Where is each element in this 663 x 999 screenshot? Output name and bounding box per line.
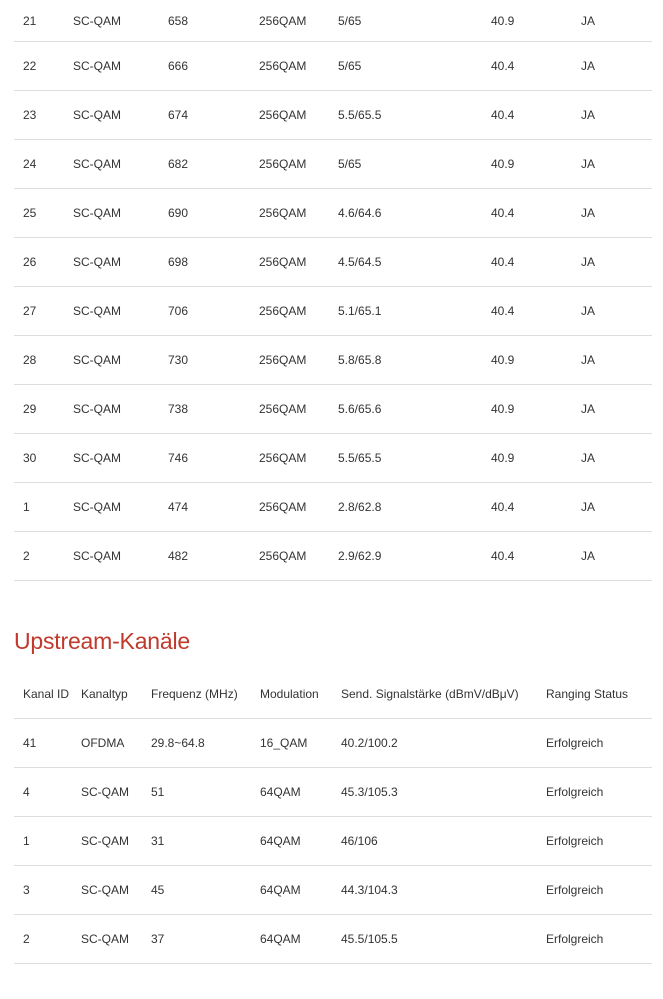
channel-id-cell: 3 (14, 866, 81, 915)
frequency-cell: 474 (168, 483, 259, 532)
modulation-cell: 256QAM (259, 483, 338, 532)
signal-strength-cell: 45.3/105.3 (341, 768, 546, 817)
downstream-table-row (14, 140, 652, 189)
frequency-cell: 31 (151, 817, 260, 866)
power-cell: 40.4 (491, 287, 581, 336)
lock-status-cell: JA (581, 483, 652, 532)
upstream-table-row (14, 719, 652, 768)
power-cell: 40.9 (491, 336, 581, 385)
lock-status-cell: JA (581, 287, 652, 336)
snr-cell: 5.5/65.5 (338, 91, 491, 140)
modulation-cell: 256QAM (259, 42, 338, 91)
modulation-cell: 256QAM (259, 238, 338, 287)
channel-id-cell: 2 (14, 915, 81, 964)
modulation-cell: 64QAM (260, 866, 341, 915)
channel-type-cell: SC-QAM (73, 385, 168, 434)
channel-type-cell: SC-QAM (73, 238, 168, 287)
modulation-cell: 256QAM (259, 434, 338, 483)
signal-strength-cell: 40.2/100.2 (341, 719, 546, 768)
channel-id-cell: 1 (14, 817, 81, 866)
channel-id-cell: 26 (14, 238, 73, 287)
lock-status-cell: JA (581, 385, 652, 434)
power-cell: 40.4 (491, 483, 581, 532)
downstream-table-row (14, 91, 652, 140)
upstream-table-row (14, 817, 652, 866)
power-cell: 40.4 (491, 532, 581, 581)
downstream-table-row (14, 189, 652, 238)
modulation-cell: 256QAM (259, 336, 338, 385)
ranging-status-cell: Erfolgreich (546, 915, 652, 964)
channel-id-cell: 23 (14, 91, 73, 140)
channel-id-cell: 28 (14, 336, 73, 385)
downstream-table-row (14, 434, 652, 483)
channel-id-cell: 21 (14, 0, 73, 42)
channel-id-cell: 30 (14, 434, 73, 483)
ranging-status-cell: Erfolgreich (546, 719, 652, 768)
channel-type-cell: SC-QAM (81, 768, 151, 817)
power-cell: 40.9 (491, 0, 581, 42)
channel-type-cell: SC-QAM (73, 532, 168, 581)
frequency-cell: 682 (168, 140, 259, 189)
column-header-kanaltyp: Kanaltyp (81, 670, 151, 719)
downstream-table-container (14, 0, 652, 581)
frequency-cell: 658 (168, 0, 259, 42)
snr-cell: 5.5/65.5 (338, 434, 491, 483)
signal-strength-cell: 44.3/104.3 (341, 866, 546, 915)
lock-status-cell: JA (581, 140, 652, 189)
frequency-cell: 482 (168, 532, 259, 581)
power-cell: 40.9 (491, 434, 581, 483)
snr-cell: 2.8/62.8 (338, 483, 491, 532)
upstream-header-row (14, 670, 652, 719)
frequency-cell: 738 (168, 385, 259, 434)
frequency-cell: 674 (168, 91, 259, 140)
downstream-channel-table (14, 0, 652, 581)
channel-id-cell: 1 (14, 483, 73, 532)
channel-type-cell: SC-QAM (73, 483, 168, 532)
channel-type-cell: SC-QAM (73, 140, 168, 189)
column-header-ranging-status: Ranging Status (546, 670, 652, 719)
channel-type-cell: SC-QAM (73, 0, 168, 42)
frequency-cell: 51 (151, 768, 260, 817)
channel-type-cell: SC-QAM (73, 287, 168, 336)
power-cell: 40.9 (491, 385, 581, 434)
channel-id-cell: 22 (14, 42, 73, 91)
modulation-cell: 256QAM (259, 189, 338, 238)
signal-strength-cell: 46/106 (341, 817, 546, 866)
upstream-table-container (14, 670, 652, 964)
modulation-cell: 16_QAM (260, 719, 341, 768)
lock-status-cell: JA (581, 42, 652, 91)
channel-id-cell: 4 (14, 768, 81, 817)
channel-id-cell: 27 (14, 287, 73, 336)
channel-type-cell: SC-QAM (81, 915, 151, 964)
column-header-modulation: Modulation (260, 670, 341, 719)
frequency-cell: 45 (151, 866, 260, 915)
channel-type-cell: SC-QAM (73, 42, 168, 91)
channel-id-cell: 2 (14, 532, 73, 581)
snr-cell: 5/65 (338, 42, 491, 91)
power-cell: 40.4 (491, 238, 581, 287)
ranging-status-cell: Erfolgreich (546, 817, 652, 866)
downstream-table-row (14, 385, 652, 434)
frequency-cell: 37 (151, 915, 260, 964)
modulation-cell: 64QAM (260, 915, 341, 964)
column-header-kanal-id: Kanal ID (14, 670, 81, 719)
snr-cell: 5.8/65.8 (338, 336, 491, 385)
channel-type-cell: SC-QAM (81, 817, 151, 866)
snr-cell: 5/65 (338, 140, 491, 189)
upstream-table-row (14, 768, 652, 817)
lock-status-cell: JA (581, 91, 652, 140)
frequency-cell: 706 (168, 287, 259, 336)
modulation-cell: 64QAM (260, 817, 341, 866)
channel-id-cell: 25 (14, 189, 73, 238)
frequency-cell: 730 (168, 336, 259, 385)
snr-cell: 5.1/65.1 (338, 287, 491, 336)
signal-strength-cell: 45.5/105.5 (341, 915, 546, 964)
power-cell: 40.4 (491, 91, 581, 140)
frequency-cell: 666 (168, 42, 259, 91)
snr-cell: 4.5/64.5 (338, 238, 491, 287)
downstream-table-row (14, 0, 652, 42)
power-cell: 40.4 (491, 42, 581, 91)
column-header-frequenz: Frequenz (MHz) (151, 670, 260, 719)
snr-cell: 4.6/64.6 (338, 189, 491, 238)
lock-status-cell: JA (581, 336, 652, 385)
channel-type-cell: SC-QAM (73, 91, 168, 140)
upstream-section-title: Upstream-Kanäle (14, 628, 190, 654)
modulation-cell: 256QAM (259, 385, 338, 434)
lock-status-cell: JA (581, 434, 652, 483)
channel-id-cell: 41 (14, 719, 81, 768)
downstream-table-row (14, 287, 652, 336)
frequency-cell: 29.8~64.8 (151, 719, 260, 768)
column-header-signalstaerke: Send. Signalstärke (dBmV/dBμV) (341, 670, 546, 719)
modulation-cell: 256QAM (259, 91, 338, 140)
channel-type-cell: SC-QAM (73, 189, 168, 238)
channel-id-cell: 29 (14, 385, 73, 434)
upstream-table-row (14, 915, 652, 964)
channel-type-cell: OFDMA (81, 719, 151, 768)
frequency-cell: 690 (168, 189, 259, 238)
channel-id-cell: 24 (14, 140, 73, 189)
snr-cell: 5/65 (338, 0, 491, 42)
modulation-cell: 256QAM (259, 140, 338, 189)
upstream-table-row (14, 866, 652, 915)
lock-status-cell: JA (581, 0, 652, 42)
modulation-cell: 64QAM (260, 768, 341, 817)
power-cell: 40.9 (491, 140, 581, 189)
downstream-table-row (14, 532, 652, 581)
lock-status-cell: JA (581, 238, 652, 287)
modulation-cell: 256QAM (259, 287, 338, 336)
modulation-cell: 256QAM (259, 532, 338, 581)
downstream-table-row (14, 483, 652, 532)
channel-type-cell: SC-QAM (73, 336, 168, 385)
ranging-status-cell: Erfolgreich (546, 866, 652, 915)
downstream-table-row (14, 336, 652, 385)
frequency-cell: 746 (168, 434, 259, 483)
frequency-cell: 698 (168, 238, 259, 287)
downstream-table-row (14, 42, 652, 91)
ranging-status-cell: Erfolgreich (546, 768, 652, 817)
lock-status-cell: JA (581, 532, 652, 581)
snr-cell: 2.9/62.9 (338, 532, 491, 581)
lock-status-cell: JA (581, 189, 652, 238)
channel-type-cell: SC-QAM (81, 866, 151, 915)
snr-cell: 5.6/65.6 (338, 385, 491, 434)
modulation-cell: 256QAM (259, 0, 338, 42)
downstream-table-row (14, 238, 652, 287)
channel-type-cell: SC-QAM (73, 434, 168, 483)
power-cell: 40.4 (491, 189, 581, 238)
upstream-channel-table (14, 670, 652, 964)
